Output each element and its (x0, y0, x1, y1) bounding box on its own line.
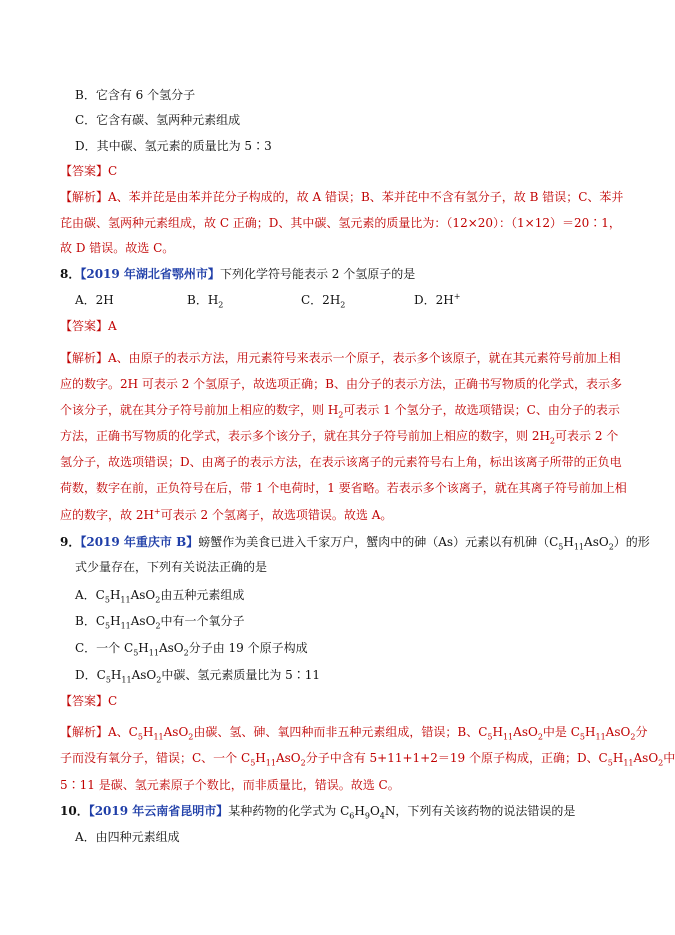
formula: AsO (158, 641, 184, 655)
q9-option-d (75, 667, 601, 683)
q10-option-a: A．由四种元素组成 (75, 830, 180, 844)
subscript: 11 (153, 732, 164, 742)
analysis-text: 应的数字，故 2H (60, 508, 154, 522)
question-text: N，下列有关该药物的说法错误的是 (384, 804, 576, 818)
subscript: 11 (265, 758, 276, 768)
subscript: 11 (148, 648, 159, 658)
subscript: 2 (630, 732, 636, 742)
subscript: 5 (137, 732, 143, 742)
subscript: 11 (120, 621, 131, 631)
q9-answer (60, 693, 601, 709)
formula: AsO (131, 668, 157, 682)
q8-analysis-line-4 (60, 428, 619, 446)
subscript: 11 (120, 595, 131, 605)
subscript: 2 (155, 595, 161, 605)
q9-stem-line-1 (60, 534, 650, 552)
analysis-text: 子而没有氧分子，错误；C、一个 C (60, 751, 251, 765)
option-text: 分子由 19 个原子构成 (188, 641, 308, 655)
q9-stem-line-2: 式少量存在，下列有关说法正确的是 (75, 560, 268, 574)
formula: H (142, 725, 154, 739)
subscript: 5 (133, 648, 139, 658)
q10-stem (60, 803, 601, 819)
q8-answer (60, 318, 601, 334)
question-number: 8． (60, 267, 81, 281)
subscript: 2 (340, 300, 346, 310)
q9-option-c (75, 640, 601, 656)
option-text: 中碳、氢元素质量比为 5∶11 (161, 668, 321, 682)
q8-stem (60, 266, 601, 282)
answer-label: 【答案】 (60, 164, 109, 178)
analysis-label: 【解析】 (60, 351, 109, 365)
analysis-text: 可表示 2 个氢离子，故选项错误。故选 A。 (160, 508, 393, 522)
question-source: 【2019 年湖北省鄂州市】 (80, 267, 220, 281)
subscript: 11 (573, 542, 585, 552)
analysis-text: A、由原子的表示方法，用元素符号来表示一个原子，表示多个该原子，就在其元素符号前加上相 (108, 351, 621, 365)
analysis-text: 中是 C (542, 725, 580, 739)
subscript: 2 (156, 675, 162, 685)
subscript: 5 (105, 621, 111, 631)
subscript: 11 (121, 675, 132, 685)
answer-value: C (108, 694, 118, 708)
formula: AsO (605, 725, 631, 739)
q8-option-b (187, 292, 223, 308)
subscript: 5 (579, 732, 586, 742)
subscript: 2 (218, 300, 224, 310)
option-text: 中有一个氧分子 (160, 614, 245, 628)
subscript: 2 (658, 758, 664, 768)
subscript: 4 (379, 811, 385, 821)
q8-analysis-line-2: 应的数字。2H 可表示 2 个氢原子，故选项正确；B、由分子的表示方法，正确书写物质的化学式，表示多 (60, 377, 622, 391)
subscript: 6 (349, 811, 355, 821)
analysis-text: A、苯并芘是由苯并芘分子构成的，故 A 错误；B、苯并芘中不含有氢分子，故 B 错误；C、苯并 (108, 190, 624, 204)
answer-label: 【答案】 (60, 694, 109, 708)
subscript: 5 (105, 675, 111, 685)
option-text: D．2H (414, 293, 454, 307)
q9-option-b (75, 613, 601, 629)
question-text: H (563, 535, 574, 549)
q8-analysis-line-3 (60, 402, 620, 420)
analysis-text: 由碳、氢、砷、氧四种而非五种元素组成，错误；B、C (193, 725, 488, 739)
q9-option-a (75, 587, 601, 603)
formula: H (138, 641, 149, 655)
option-letter: B． (75, 614, 96, 628)
q7-option-b: B．它含有 6 个氢分子 (75, 88, 196, 102)
question-text: ）的形 (613, 535, 650, 549)
subscript: 11 (595, 732, 606, 742)
subscript: 2 (537, 732, 543, 742)
formula: AsO (513, 725, 538, 739)
formula: AsO (163, 725, 189, 739)
analysis-text: 个该分子，就在其分子符号前加上相应的数字，则 H (60, 403, 339, 417)
formula: AsO (130, 588, 156, 602)
q7-answer (60, 163, 601, 179)
subscript: 11 (623, 758, 634, 768)
superscript: + (153, 507, 161, 516)
question-source: 【2019 年重庆市 B】 (80, 535, 199, 549)
q8-analysis-line-7 (60, 507, 601, 523)
q7-analysis-line-2: 芘由碳、氢两种元素组成，故 C 正确；D、其中碳、氢元素的质量比为：（12×20）：（1×12）＝20∶1， (60, 216, 621, 230)
formula: C (95, 614, 106, 628)
formula: AsO (275, 751, 301, 765)
q8-options (75, 292, 601, 308)
formula: AsO (633, 751, 659, 765)
subscript: 2 (183, 648, 189, 658)
subscript: 2 (188, 732, 194, 742)
analysis-text: 可表示 2 个 (555, 429, 619, 443)
answer-label: 【答案】 (60, 319, 109, 333)
q8-analysis-line-6: 荷数，数字在前，正负符号在后，带 1 个电荷时，1 要省略。若表示多个该离子，就在其离子符号前加上相 (60, 481, 627, 495)
analysis-text: 可表示 1 个氢分子，故选项错误；C、由分子的表示 (343, 403, 620, 417)
option-text: 由五种元素组成 (160, 588, 245, 602)
analysis-text: 方法，正确书写物质的化学式，表示多个该分子，就在其分子符号前加上相应的数字，则 2H (60, 429, 550, 443)
subscript: 5 (607, 758, 613, 768)
formula: H (585, 725, 596, 739)
analysis-label: 【解析】 (60, 190, 109, 204)
q7-option-d: D．其中碳、氢元素的质量比为 5∶3 (75, 139, 272, 153)
subscript: 2 (300, 758, 306, 768)
question-text: 下列化学符号能表示 2 个氢原子的是 (219, 267, 416, 281)
question-text: 螃蟹作为美食已进入千家万户，蟹肉中的砷（As）元素以有机砷（C (198, 535, 559, 549)
question-text: O (369, 804, 380, 818)
subscript: 5 (104, 595, 110, 605)
subscript: 5 (250, 758, 256, 768)
subscript: 2 (338, 410, 344, 420)
subscript: 5 (487, 732, 493, 742)
formula: H (612, 751, 624, 765)
analysis-label: 【解析】 (60, 725, 109, 739)
option-letter: D． (75, 668, 97, 682)
subscript: 2 (608, 542, 614, 552)
analysis-text: 分 (635, 725, 648, 739)
subscript: 2 (549, 436, 556, 446)
formula: H (255, 751, 266, 765)
subscript: 11 (502, 732, 514, 742)
q8-option-a: A．2H (75, 293, 114, 307)
answer-value: C (108, 164, 118, 178)
formula: C (95, 588, 105, 602)
q9-analysis-line-1 (60, 724, 648, 742)
subscript: 2 (155, 621, 161, 631)
question-text: AsO (584, 535, 609, 549)
answer-value: A (108, 319, 117, 333)
subscript: 5 (558, 542, 564, 552)
question-text: 某种药物的化学式为 C (228, 804, 350, 818)
formula: AsO (130, 614, 156, 628)
q8-analysis-line-5: 氢分子，故选项错误；D、由离子的表示方法，在表示该离子的元素符号右上角，标出该离子所带的正负电 (60, 455, 622, 469)
q8-option-c (301, 292, 345, 308)
q7-analysis-line-1 (60, 189, 624, 205)
analysis-text: 中 (663, 751, 675, 765)
option-letter: A． (75, 588, 96, 602)
superscript: + (453, 292, 461, 301)
formula: C (124, 641, 134, 655)
formula: H (492, 725, 503, 739)
q9-analysis-line-2 (60, 750, 675, 768)
formula: C (96, 668, 106, 682)
question-source: 【2019 年云南省昆明市】 (88, 804, 229, 818)
q8-analysis-line-1 (60, 350, 621, 366)
option-text: B．H (187, 293, 219, 307)
q7-analysis-line-3: 故 D 错误。故选 C。 (60, 241, 175, 255)
analysis-text: 分子中含有 5+11+1+2＝19 个原子构成，正确；D、C (305, 751, 608, 765)
formula: H (110, 668, 122, 682)
formula: H (109, 588, 121, 602)
analysis-text: A、C (108, 725, 138, 739)
q9-analysis-line-3: 5∶11 是碳、氢元素原子个数比，而非质量比，错误。故选 C。 (60, 778, 400, 792)
option-text: C．一个 (75, 641, 124, 655)
q7-option-c: C．它含有碳、氢两种元素组成 (75, 113, 241, 127)
subscript: 9 (364, 811, 370, 821)
q8-option-d (414, 292, 460, 308)
option-text: C．2H (301, 293, 341, 307)
question-number: 10． (60, 804, 89, 818)
formula: H (110, 614, 121, 628)
question-number: 9． (60, 535, 81, 549)
question-text: H (354, 804, 365, 818)
